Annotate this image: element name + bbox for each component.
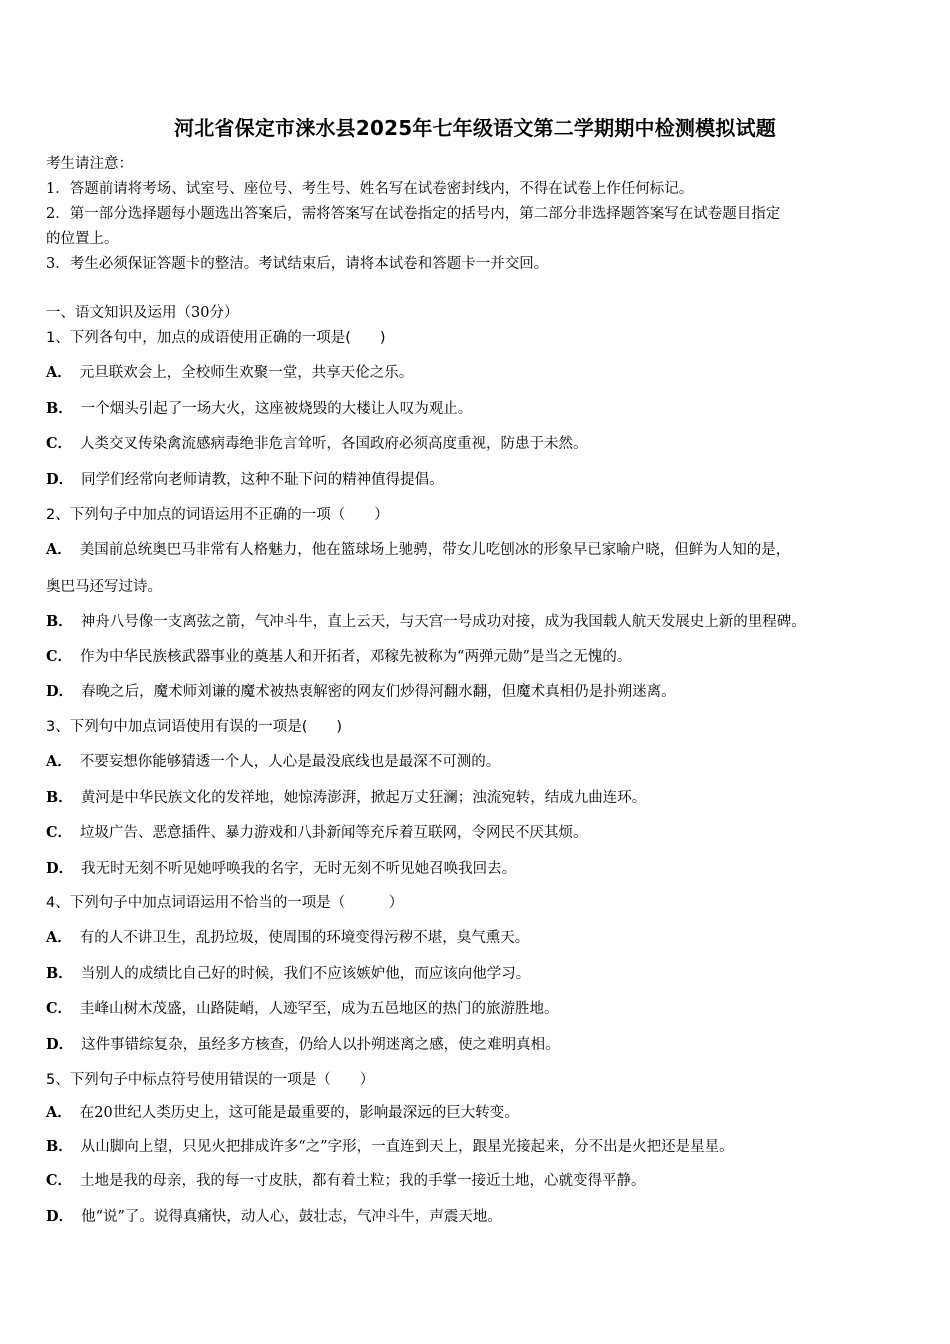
option-text: 人类交叉传染禽流感病毒绝非危言耸听，各国政府必须高度重视，防患于未然。 [80, 436, 588, 452]
option-label: B． [46, 1138, 73, 1155]
answer-option-continued [46, 575, 162, 596]
answer-option [46, 610, 806, 631]
question-stem: 3、下列句中加点词语使用有误的一项是( ) [46, 719, 343, 735]
option-label: D． [46, 1208, 74, 1225]
option-text: 圭峰山树木茂盛，山路陡峭，人迹罕至，成为五邑地区的热门的旅游胜地。 [80, 1001, 559, 1017]
answer-option [46, 680, 676, 701]
option-text: 这件事错综复杂，虽经多方核查，仍给人以扑朔迷离之感，使之难明真相。 [81, 1037, 560, 1053]
answer-option [46, 962, 530, 983]
option-text: 当别人的成绩比自己好的时候，我们不应该嫉妒他，而应该向他学习。 [80, 966, 531, 982]
question-stem: 5、下列句子中标点符号使用错误的一项是（ ） [46, 1072, 375, 1088]
option-label: C． [46, 1000, 73, 1017]
answer-option [46, 1033, 560, 1054]
notice-item: 3．考生必须保证答题卡的整洁。考试结束后，请将本试卷和答题卡一并交回。 [46, 256, 549, 272]
option-label: B． [46, 789, 73, 806]
option-text: 元旦联欢会上，全校师生欢聚一堂，共享天伦之乐。 [79, 365, 414, 381]
option-text: 春晚之后，魔术师刘谦的魔术被热衷解密的网友们炒得河翻水翻，但魔术真相仍是扑朔迷离。 [81, 684, 676, 700]
option-label: A． [46, 1104, 72, 1121]
answer-option [46, 997, 559, 1018]
option-text: 不要妄想你能够猜透一个人，人心是最没底线也是最深不可测的。 [79, 754, 501, 770]
option-text: 土地是我的母亲，我的每一寸皮肤，都有着土粒；我的手掌一接近土地，心就变得平静。 [80, 1173, 646, 1189]
option-label: D． [46, 1036, 74, 1053]
option-text: 同学们经常向老师请教，这种不耻下问的精神值得提倡。 [81, 472, 444, 488]
option-label: C． [46, 1172, 73, 1189]
option-text: 神舟八号像一支离弦之箭，气冲斗牛，直上云天，与天宫一号成功对接，成为我国载人航天发展史上新的里程碑。 [80, 614, 806, 630]
answer-option [46, 645, 631, 666]
option-text: 作为中华民族核武器事业的奠基人和开拓者，邓稼先被称为“两弹元勋”是当之无愧的。 [80, 649, 632, 665]
option-text: 我无时无刻不听见她呼唤我的名字，无时无刻不听见她召唤我回去。 [81, 861, 517, 877]
option-label: D． [46, 683, 74, 700]
option-text: 他“说”了。说得真痛快，动人心，鼓壮志，气冲斗牛，声震天地。 [81, 1209, 502, 1225]
answer-option [46, 432, 588, 453]
option-label: A． [46, 753, 72, 770]
answer-option [46, 1135, 734, 1156]
notice-item: 的位置上。 [46, 231, 119, 247]
option-label: C． [46, 648, 73, 665]
option-label: C． [46, 435, 73, 452]
notice-item: 1．答题前请将考场、试室号、座位号、考生号、姓名写在试卷密封线内，不得在试卷上作任何标记。 [46, 181, 694, 197]
option-label: B． [46, 400, 73, 417]
answer-option [46, 750, 500, 771]
option-label: A． [46, 929, 72, 946]
option-label: A． [46, 541, 72, 558]
answer-option [46, 857, 516, 878]
option-label: D． [46, 860, 74, 877]
option-text: 奥巴马还写过诗。 [46, 579, 162, 595]
page-title: 河北省保定市涞水县2025年七年级语文第二学期期中检测模拟试题 [174, 116, 776, 140]
answer-option [46, 821, 588, 842]
option-text: 从山脚向上望，只见火把排成许多“之”字形，一直连到天上，跟星光接起来，分不出是火把还是星星。 [80, 1139, 734, 1155]
question-stem: 4、下列句子中加点词语运用不恰当的一项是（ ） [46, 895, 404, 911]
question-stem: 2、下列句子中加点的词语运用不正确的一项（ ） [46, 507, 389, 523]
answer-option [46, 397, 472, 418]
answer-option [46, 1169, 646, 1190]
option-label: D． [46, 471, 74, 488]
answer-option [46, 1101, 519, 1122]
option-label: B． [46, 965, 73, 982]
option-label: B． [46, 613, 73, 630]
option-text: 有的人不讲卫生，乱扔垃圾，使周围的环境变得污秽不堪，臭气熏天。 [79, 930, 530, 946]
question-stem: 1、下列各句中，加点的成语使用正确的一项是( ) [46, 330, 386, 346]
option-text: 一个烟头引起了一场大火，这座被烧毁的大楼让人叹为观止。 [80, 401, 473, 417]
answer-option [46, 538, 790, 559]
option-text: 垃圾广告、恶意插件、暴力游戏和八卦新闻等充斥着互联网，令网民不厌其烦。 [80, 825, 588, 841]
notice-heading: 考生请注意： [46, 156, 133, 172]
section-heading: 一、语文知识及运用（30分） [46, 305, 239, 321]
option-text: 在20世纪人类历史上，这可能是最重要的，影响最深远的巨大转变。 [79, 1105, 519, 1121]
answer-option [46, 926, 529, 947]
answer-option [46, 361, 413, 382]
answer-option [46, 786, 646, 807]
option-text: 美国前总统奥巴马非常有人格魅力，他在篮球场上驰骋，带女儿吃刨冰的形象早已家喻户晓，但鲜为人知的是， [79, 542, 791, 558]
notice-item: 2．第一部分选择题每小题选出答案后，需将答案写在试卷指定的括号内，第二部分非选择题答案写在试卷题目指定 [46, 206, 781, 222]
option-label: C． [46, 824, 73, 841]
option-label: A． [46, 364, 72, 381]
option-text: 黄河是中华民族文化的发祥地，她惊涛澎湃，掀起万丈狂澜；浊流宛转，结成九曲连环。 [80, 790, 647, 806]
answer-option [46, 1205, 502, 1226]
answer-option [46, 468, 444, 489]
